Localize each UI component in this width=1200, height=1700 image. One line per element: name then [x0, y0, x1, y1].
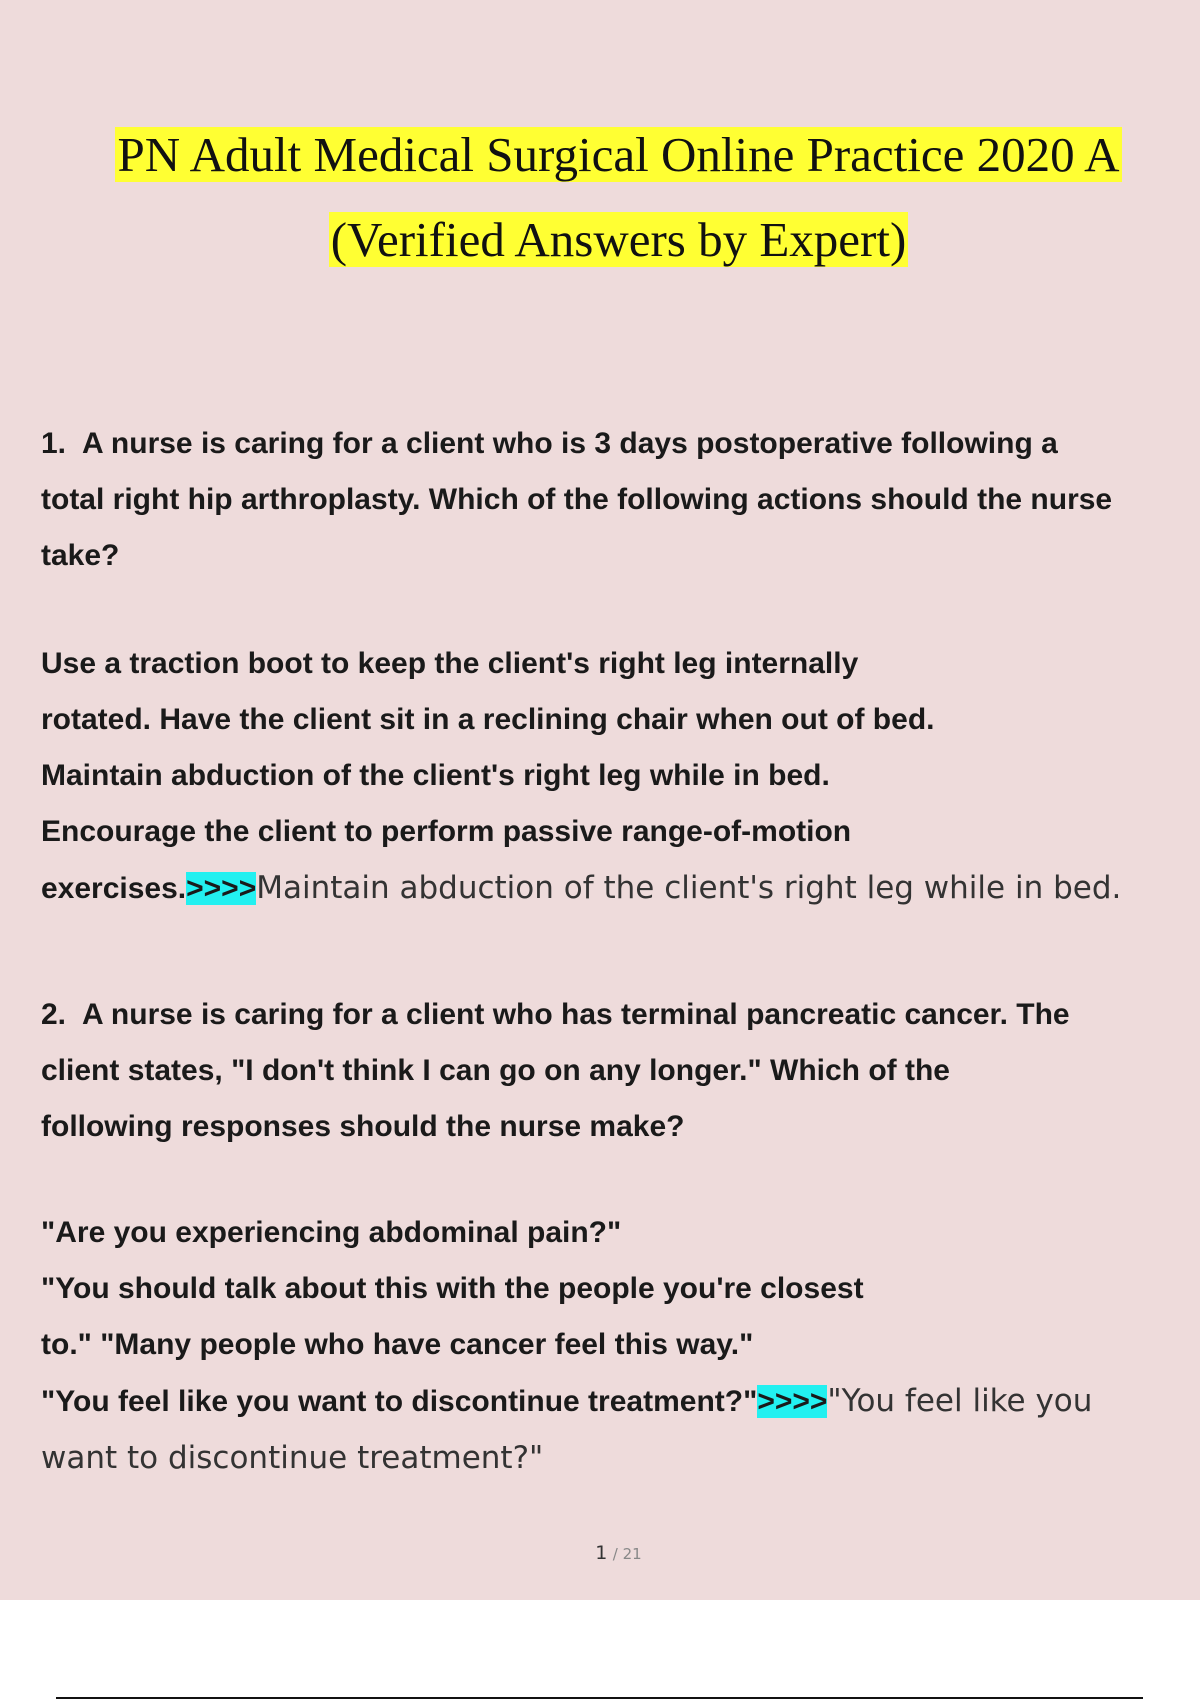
question-1-option-line-2: rotated. Have the client sit in a reclining chair when out of bed. — [41, 703, 935, 736]
question-1-answer-marker: >>>> — [186, 872, 257, 905]
question-1-option-line-5: exercises. — [41, 872, 187, 905]
question-2-option-line-3: to." "Many people who have cancer feel this way." — [41, 1328, 754, 1361]
question-2-stem-line-2: client states, "I don't think I can go on any longer." Which of the — [41, 1054, 950, 1087]
question-1-options — [41, 636, 1191, 917]
page-total: / 21 — [612, 1545, 642, 1563]
question-1-option-line-3: Maintain abduction of the client's right leg while in bed. — [41, 759, 830, 792]
question-2-stem-line-1: A nurse is caring for a client who has terminal pancreatic cancer. The — [82, 998, 1070, 1031]
question-1-option-line-1: Use a traction boot to keep the client's right leg internally — [41, 647, 859, 680]
question-2-number: 2. — [41, 998, 67, 1031]
title-line-2: (Verified Answers by Expert) — [330, 212, 907, 267]
question-1-answer: Maintain abduction of the client's right leg while in bed. — [256, 870, 1122, 906]
question-1-answer-line — [41, 860, 1191, 917]
question-1-stem-line-2: total right hip arthroplasty. Which of the following actions should the nurse — [41, 483, 1113, 516]
question-2-answer-marker: >>>> — [757, 1385, 828, 1418]
question-1-stem-line-3: take? — [41, 539, 120, 572]
question-2-option-line-2: "You should talk about this with the people you're closest — [41, 1272, 864, 1305]
question-2-answer-part-1: "You feel like you — [827, 1383, 1093, 1419]
question-1-number: 1. — [41, 427, 67, 460]
question-2-option-line-4: "You feel like you want to discontinue treatment?" — [41, 1385, 758, 1418]
question-2-answer-line — [41, 1373, 1191, 1430]
question-1-stem — [41, 416, 1191, 584]
question-1-stem-line-1: A nurse is caring for a client who is 3 days postoperative following a — [82, 427, 1058, 460]
question-2-options — [41, 1205, 1191, 1486]
question-2-answer-part-2: want to discontinue treatment?" — [41, 1440, 544, 1476]
footer-divider — [56, 1697, 1143, 1699]
question-1-option-line-4: Encourage the client to perform passive range-of-motion — [41, 815, 852, 848]
title-line-1: PN Adult Medical Surgical Online Practice 2020 A — [117, 127, 1120, 182]
question-2-stem — [41, 987, 1191, 1155]
question-2-option-line-1: "Are you experiencing abdominal pain?" — [41, 1216, 622, 1249]
question-2-stem-line-3: following responses should the nurse make? — [41, 1110, 685, 1143]
document-title — [0, 112, 1200, 282]
page-current: 1 — [595, 1542, 608, 1564]
page-indicator — [0, 1542, 1200, 1564]
